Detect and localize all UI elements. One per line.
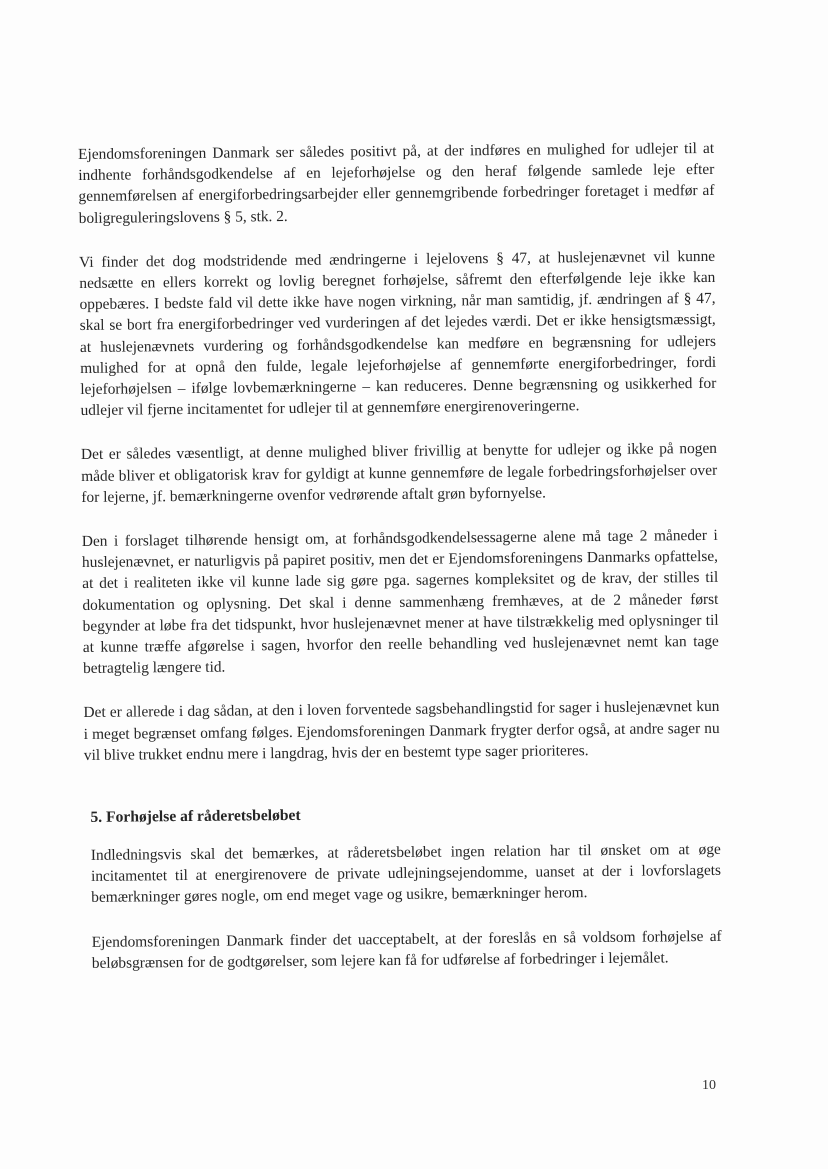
section-paragraph-1: Indledningsvis skal det bemærkes, at råderetsbeløbet ingen relation har til ønsket om at øge incitamentet til at energirenovere de private udlejningsejendomme, uanset at der i lovforslagets bemærkninger gøres nogle, om end meget vage og usikre, bemærkninger herom. (90, 840, 722, 907)
section-paragraph-2: Ejendomsforeningen Danmark finder det uacceptabelt, at der foreslås en så voldsom forhøjelse af beløbsgrænsen for de godtgørelser, som lejere kan få for udførelse af forbedringer i lejemålet. (91, 927, 722, 972)
page-body (78, 138, 722, 997)
section-heading: 5. Forhøjelse af råderetsbeløbet (90, 806, 301, 826)
paragraph-1: Ejendomsforeningen Danmark ser således positivt på, at der indføres en mulighed for udlejer til at indhente forhåndsgodkendelse af en lejeforhøjelse og den heraf følgende samlede leje efter gennemførelsen af energiforbedringsarbejder eller gennemgribende forbedringer foretaget i medfør af boligreguleringslovens § 5, stk. 2. (78, 139, 715, 227)
paragraph-5: Det er allerede i dag sådan, at den i loven forventede sagsbehandlingstid for sager i huslejenævnet kun i meget begrænset omfang følges. Ejendomsforeningen Danmark frygter derfor også, at andre sager nu vil blive trukket endnu mere i langdrag, hvis der en bestemt type sager prioriteres. (83, 698, 720, 764)
paragraph-3: Det er således væsentligt, at denne mulighed bliver frivillig at benytte for udlejer og ikke på nogen måde bliver et obligatorisk krav for gyldigt at kunne gennemføre de legale forbedringsforhøjelser over for lejerne, jf. bemærkningerne ovenfor vedrørende aftalt grøn byfornyelse. (80, 440, 718, 506)
paragraph-4: Den i forslaget tilhørende hensigt om, at forhåndsgodkendelsessagerne alene må tage 2 måneder i huslejenævnet, er naturligvis på papiret positiv, men det er Ejendomsforeningens Danmarks opfattelse, at det i realiteten ikke vil kunne lade sig gøre pga. sagernes kompleksitet og de krav, der stilles til dokumentation og oplysning. Det skal i denne sammenhæng fremhæves, at de 2 måneder først begynder at løbe fra det tidspunkt, hvor huslejenævnet mener at have tilstrækkelig med oplysninger til at kunne træffe afgørelse i sagen, hvorfor den reelle behandling ved huslejenævnet nemt kan tage betragtelig længere tid. (81, 526, 719, 678)
page-number: 10 (702, 1078, 716, 1093)
paragraph-2: Vi finder det dog modstridende med ændringerne i lejelovens § 47, at huslejenævnet vil kunne nedsætte en ellers korrekt og lovlig beregnet forhøjelse, såfremt den efterfølgende leje ikke kan oppebæres. I bedste fald vil dette ikke have nogen virkning, når man samtidig, jf. ændringen af § 47, skal se bort fra energiforbedringer ved vurderingen af det lejedes værdi. Det er ikke hensigtsmæssigt, at huslejenævnets vurdering og forhåndsgodkendelse kan medføre en begrænsning for udlejers mulighed for at opnå den fulde, legale lejeforhøjelse af gennemførte energiforbedringer, fordi lejeforhøjelsen – ifølge lovbemærkningerne – kan reduceres. Denne begrænsning og usikkerhed for udlejer vil fjerne incitamentet for udlejer til at gennemføre energirenoveringerne. (79, 247, 717, 420)
